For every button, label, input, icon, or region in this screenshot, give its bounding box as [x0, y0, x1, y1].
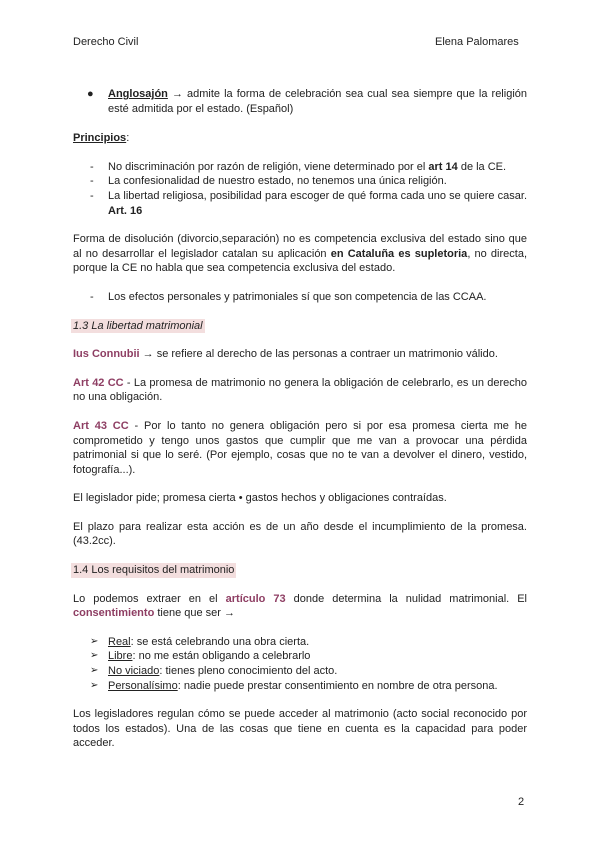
- item-bold: Art. 16: [108, 204, 143, 217]
- dash-icon: -: [90, 175, 94, 188]
- plazo-paragraph: El plazo para realizar esta acción es de un año desde el incumplimiento de la promesa. (43.2cc).: [73, 520, 527, 548]
- list-item: [73, 189, 527, 218]
- ius-connubii-paragraph: [73, 347, 527, 362]
- disolucion-text: Forma de disolución (divorcio,separación) no es competencia exclusiva del estado sino que al no desarrollar el legislador catalan su aplicación: [73, 233, 527, 260]
- requisito-term: Personalísimo: [108, 679, 178, 692]
- requisito-text: : nadie puede prestar consentimiento en nombre de otra persona.: [177, 679, 498, 692]
- requisito-text: : no me están obligando a celebrarlo: [132, 650, 311, 663]
- document-body: [73, 87, 527, 751]
- art42-paragraph: [73, 376, 527, 405]
- extraer-text-mid: donde determina la nulidad matrimonial. El: [285, 592, 527, 605]
- dash-icon: -: [90, 160, 94, 173]
- bullet-icon: ●: [87, 88, 94, 100]
- list-item: [73, 649, 527, 664]
- section-1-3-title: 1.3 La libertad matrimonial: [73, 319, 203, 332]
- efectos-text: Los efectos personales y patrimoniales sí que son competencia de las CCAA.: [108, 290, 487, 303]
- arrow-bullet-icon: ➢: [90, 679, 99, 691]
- ius-term: Ius Connubii: [73, 348, 140, 361]
- list-item: [73, 664, 527, 679]
- legislador-paragraph: El legislador pide; promesa cierta • gastos hechos y obligaciones contraídas.: [73, 492, 447, 505]
- art43-paragraph: [73, 419, 527, 477]
- item-text-after: de la CE.: [457, 160, 507, 173]
- extraer-text-after: tiene que ser →: [154, 607, 236, 620]
- dash-icon: -: [90, 290, 94, 303]
- requisito-term: Libre: [108, 650, 133, 663]
- arrow-bullet-icon: ➢: [90, 650, 99, 662]
- item-text: No discriminación por razón de religión, viene determinado por el: [108, 160, 429, 173]
- requisitos-list: [73, 635, 527, 693]
- requisito-term: No viciado: [108, 665, 160, 678]
- ius-text: → se refiere al derecho de las personas a contraer un matrimonio válido.: [139, 348, 498, 361]
- efectos-item: [73, 290, 527, 305]
- art42-term: Art 42 CC: [73, 376, 124, 389]
- art43-term: Art 43 CC: [73, 419, 129, 432]
- requisito-text: : se está celebrando una obra cierta.: [130, 635, 310, 648]
- principios-heading-line: [73, 131, 527, 146]
- section-1-3-heading: [73, 319, 527, 334]
- anglosajon-text: → admite la forma de celebración sea cual sea siempre que la religión esté admitida por el estado. (Español): [108, 88, 527, 115]
- arrow-bullet-icon: ➢: [90, 665, 99, 677]
- extraer-article: artículo 73: [225, 592, 286, 605]
- list-item: [73, 160, 527, 175]
- requisito-text: : tienes pleno conocimiento del acto.: [159, 665, 338, 678]
- extraer-consentimiento: consentimiento: [73, 607, 155, 620]
- header-course: Derecho Civil: [73, 36, 139, 48]
- item-text: La confesionalidad de nuestro estado, no tenemos una única religión.: [108, 175, 447, 188]
- disolucion-bold: en Cataluña es supletoria: [330, 247, 468, 260]
- list-item: [73, 635, 527, 650]
- principios-colon: :: [126, 132, 130, 145]
- final-paragraph: Los legisladores regulan cómo se puede acceder al matrimonio (acto social reconocido por todos los estados). Una de las cosas que tiene en cuenta es la capacidad para poder acceder.: [73, 708, 527, 750]
- item-bold: art 14: [428, 160, 458, 173]
- extraer-paragraph: [73, 592, 527, 621]
- item-text: La libertad religiosa, posibilidad para escoger de qué forma cada uno se quiere casar.: [108, 189, 527, 202]
- principios-heading: Principios: [73, 132, 127, 145]
- anglosajon-item: [73, 87, 527, 116]
- arrow-bullet-icon: ➢: [90, 635, 99, 647]
- art42-text: - La promesa de matrimonio no genera la obligación de celebrarlo, es un derecho no una obligación.: [73, 376, 528, 404]
- extraer-text: Lo podemos extraer en el: [73, 592, 226, 605]
- dash-icon: -: [90, 189, 94, 202]
- requisito-term: Real: [108, 635, 131, 648]
- list-item: [73, 679, 527, 694]
- page-number: 2: [518, 796, 525, 808]
- art43-text: - Por lo tanto no genera obligación pero si por esa promesa cierta me he comprometido y tengo unos gastos que cumplir que me van a provocar una pérdida patrimonial si que lo seré. (Por ejemplo, cosas que no te van a devolver el dinero, vestido, fotografía...).: [73, 419, 527, 476]
- disolucion-paragraph: [73, 232, 527, 276]
- section-1-4-title: 1.4 Los requisitos del matrimonio: [73, 564, 235, 577]
- principios-list: [73, 160, 527, 218]
- disolucion-text-after: , no directa, porque la CE no habla que sea competencia exclusiva del estado.: [73, 247, 528, 275]
- list-item: [73, 174, 527, 189]
- header-author: Elena Palomares: [435, 36, 519, 48]
- section-1-4-heading: [73, 563, 527, 578]
- anglosajon-term: Anglosajón: [108, 88, 168, 100]
